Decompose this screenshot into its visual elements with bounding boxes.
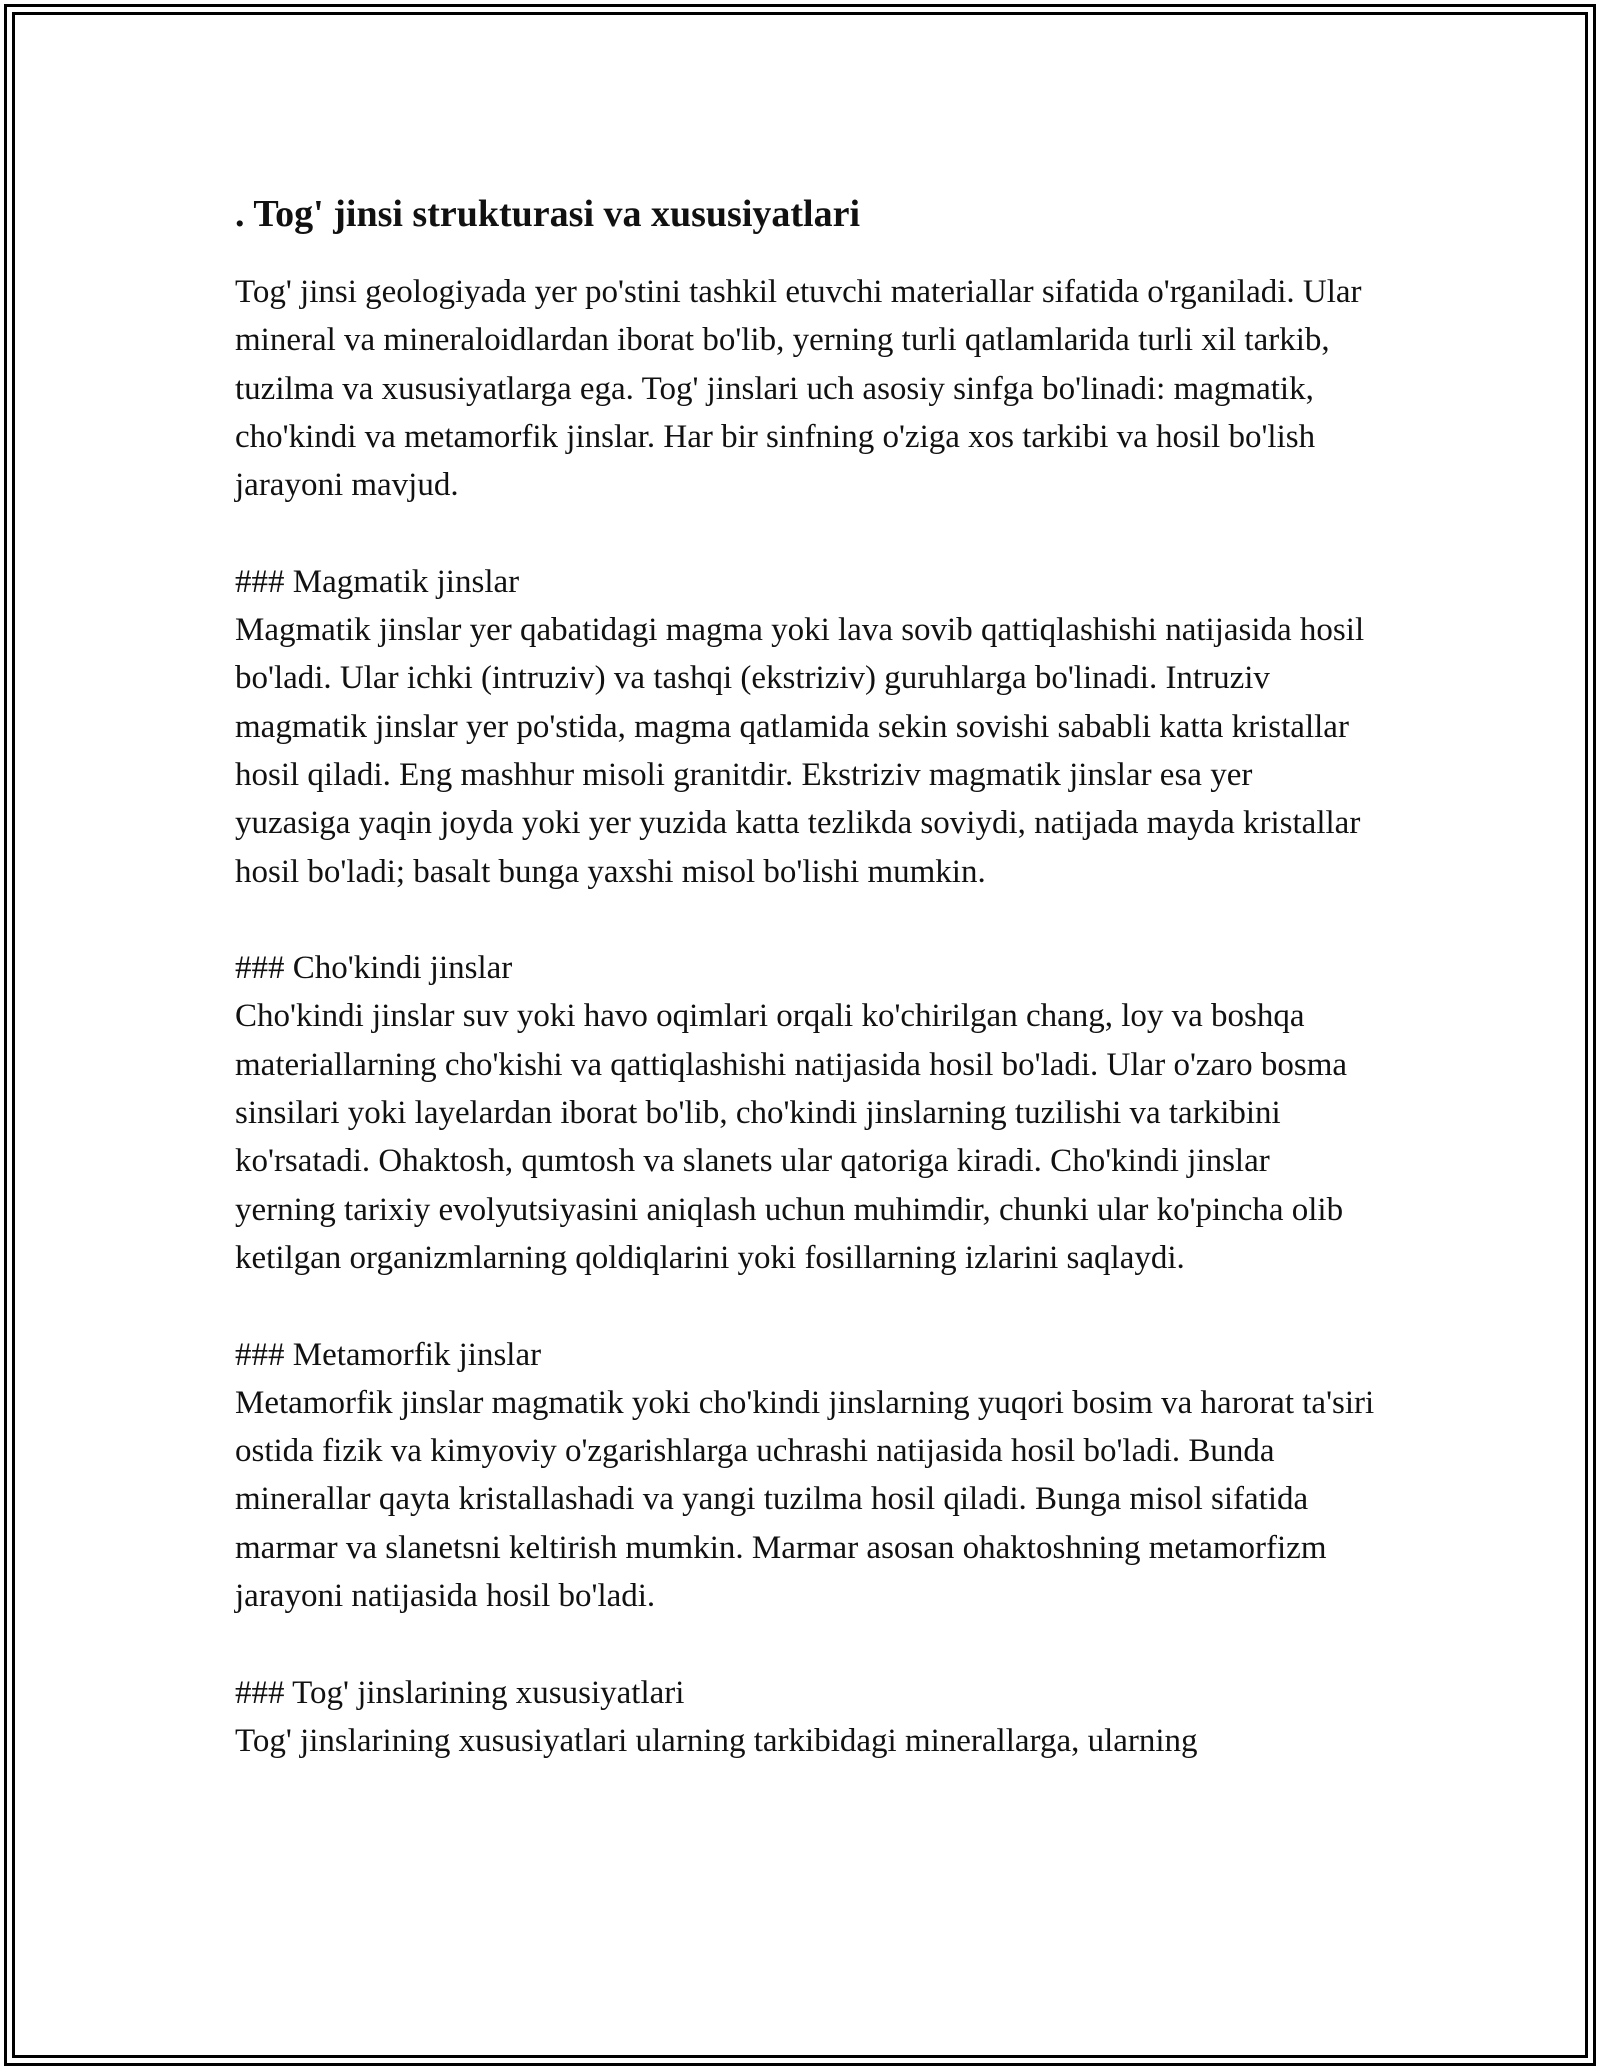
- section-heading: ### Magmatik jinslar: [235, 563, 520, 600]
- section-paragraph: Cho'kindi jinslar suv yoki havo oqimlari orqali ko'chirilgan chang, loy va boshqa materiallarning cho'kishi va qattiqlashishi natijasida hosil bo'ladi. Ular o'zaro bosma sinsilari yoki layelardan iborat bo'lib, cho'kindi jinslarning tuzilishi va tarkibini ko'rsatadi. Ohaktosh, qumtosh va slanets ular qatoriga kiradi. Cho'kindi jinslar yerning tarixiy evolyutsiyasini aniqlash uchun muhimdir, chunki ular ko'pincha olib ketilgan organizmlarning qoldiqlarini yoki fosillarning izlarini saqlaydi.: [235, 998, 1348, 1276]
- section-paragraph: Metamorfik jinslar magmatik yoki cho'kindi jinslarning yuqori bosim va harorat ta'siri ostida fizik va kimyoviy o'zgarishlarga uchrashi natijasida hosil bo'ladi. Bunda minerallar qayta kristallashadi va yangi tuzilma hosil qiladi. Bunga misol sifatida marmar va slanetsni keltirish mumkin. Marmar asosan ohaktoshning metamorfizm jarayoni natijasida hosil bo'ladi.: [235, 1384, 1375, 1615]
- section-magmatic: [235, 558, 1375, 896]
- document-title: . Tog' jinsi strukturasi va xususiyatlari: [235, 193, 861, 235]
- section-sedimentary: [235, 944, 1375, 1282]
- section-properties: [235, 1669, 1375, 1766]
- section-metamorphic: [235, 1331, 1375, 1621]
- section-heading: ### Tog' jinslarining xususiyatlari: [235, 1674, 685, 1711]
- section-heading: ### Metamorfik jinslar: [235, 1336, 542, 1373]
- document-body: [235, 188, 1375, 1765]
- intro-paragraph: Tog' jinsi geologiyada yer po'stini tashkil etuvchi materiallar sifatida o'rganiladi. Ular mineral va mineraloidlardan iborat bo'lib, yerning turli qatlamlarida turli xil tarkib, tuzilma va xususiyatlarga ega. Tog' jinslari uch asosiy sinfga bo'linadi: magmatik, cho'kindi va metamorfik jinslar. Har bir sinfning o'ziga xos tarkibi va hosil bo'lish jarayoni mavjud.: [235, 274, 1362, 504]
- section-paragraph: Magmatik jinslar yer qabatidagi magma yoki lava sovib qattiqlashishi natijasida hosil bo'ladi. Ular ichki (intruziv) va tashqi (ekstriziv) guruhlarga bo'linadi. Intruziv magmatik jinslar yer po'stida, magma qatlamida sekin sovishi sababli katta kristallar hosil qiladi. Eng mashhur misoli granitdir. Ekstriziv magmatik jinslar esa yer yuzasiga yaqin joyda yoki yer yuzida katta tezlikda soviydi, natijada mayda kristallar hosil bo'ladi; basalt bunga yaxshi misol bo'lishi mumkin.: [235, 612, 1365, 890]
- section-heading: ### Cho'kindi jinslar: [235, 950, 513, 987]
- section-paragraph: Tog' jinslarining xususiyatlari ularning tarkibidagi minerallarga, ularning: [235, 1722, 1198, 1759]
